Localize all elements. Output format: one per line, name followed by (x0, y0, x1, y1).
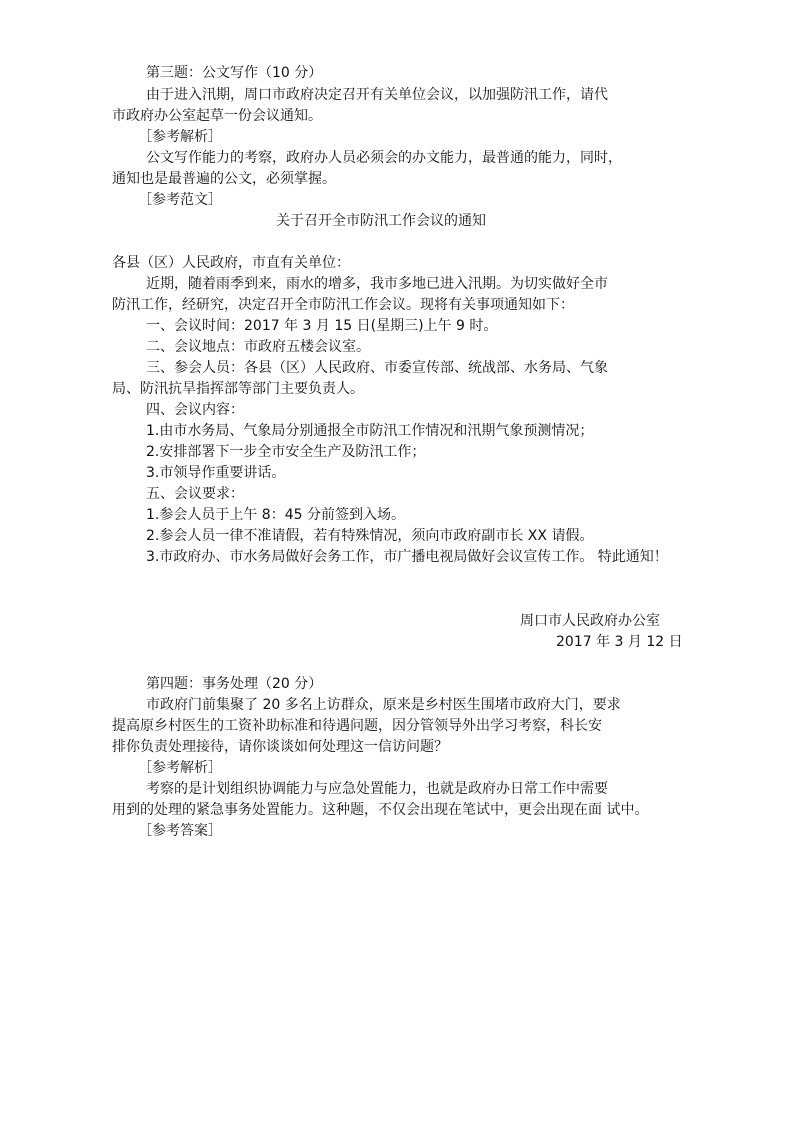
question-4-heading: 第四题：事务处理（20 分） (146, 676, 323, 692)
notice-attendees-line-1: 三、参会人员：各县（区）人民政府、市委宣传部、统战部、水务局、气象 (146, 360, 608, 376)
notice-salutation: 各县（区）人民政府，市直有关单位： (112, 255, 350, 271)
question-4-analysis-line-2: 用到的处理的紧急事务处置能力。这种题，不仅会出现在笔试中，更会出现在面 试中。 (112, 802, 649, 818)
notice-content-item-1: 1.由市水务局、气象局分别通报全市防汛工作情况和汛期气象预测情况； (146, 423, 594, 439)
question-4-prompt-line-2: 提高原乡村医生的工资补助标准和待遇问题，因分管领导外出学习考察，科长安 (112, 718, 602, 734)
question-4-prompt-line-3: 排你负责处理接待，请你谈谈如何处理这一信访问题？ (112, 739, 448, 755)
notice-content-label: 四、会议内容： (146, 402, 244, 418)
notice-title: 关于召开全市防汛工作会议的通知 (276, 213, 486, 229)
notice-content-item-2: 2.安排部署下一步全市安全生产及防汛工作； (146, 444, 426, 460)
question-3-heading: 第三题：公文写作（10 分） (146, 65, 323, 81)
notice-date: 2017 年 3 月 12 日 (556, 634, 683, 650)
question-3-sample-label: ［参考范文］ (138, 192, 222, 208)
question-3-prompt-line-2: 市政府办公室起草一份会议通知。 (112, 108, 322, 124)
question-3-prompt-line-1: 由于进入汛期，周口市政府决定召开有关单位会议，以加强防汛工作，请代 (146, 87, 608, 103)
notice-meeting-place: 二、会议地点：市政府五楼会议室。 (146, 339, 370, 355)
notice-intro-line-1: 近期，随着雨季到来，雨水的增多，我市多地已进入汛期。为切实做好全市 (146, 276, 608, 292)
notice-content-item-3: 3.市领导作重要讲话。 (146, 465, 286, 481)
notice-intro-line-2: 防汛工作，经研究，决定召开全市防汛工作会议。现将有关事项通知如下： (112, 297, 574, 313)
notice-requirements-label: 五、会议要求： (146, 486, 244, 502)
notice-requirement-3: 3.市政府办、市水务局做好会务工作，市广播电视局做好会议宣传工作。 特此通知！ (146, 549, 668, 565)
question-4-analysis-line-1: 考察的是计划组织协调能力与应急处置能力，也就是政府办日常工作中需要 (146, 781, 608, 797)
question-3-analysis-label: ［参考解析］ (138, 129, 222, 145)
notice-signature: 周口市人民政府办公室 (520, 613, 660, 629)
question-3-analysis-line-1: 公文写作能力的考察，政府办人员必须会的办文能力，最普通的能力，同时， (146, 150, 622, 166)
question-4-analysis-label: ［参考解析］ (138, 760, 222, 776)
question-3-analysis-line-2: 通知也是最普遍的公文，必须掌握。 (112, 171, 336, 187)
question-4-answer-label: ［参考答案］ (138, 823, 222, 839)
notice-requirement-1: 1.参会人员于上午 8：45 分前签到入场。 (146, 507, 405, 523)
notice-requirement-2: 2.参会人员一律不准请假，若有特殊情况，须向市政府副市长 XX 请假。 (146, 528, 594, 544)
question-4-prompt-line-1: 市政府门前集聚了 20 多名上访群众，原来是乡村医生围堵市政府大门，要求 (146, 697, 621, 713)
notice-attendees-line-2: 局、防汛抗旱指挥部等部门主要负责人。 (112, 381, 364, 397)
notice-meeting-time: 一、会议时间：2017 年 3 月 15 日(星期三)上午 9 时。 (146, 318, 498, 334)
